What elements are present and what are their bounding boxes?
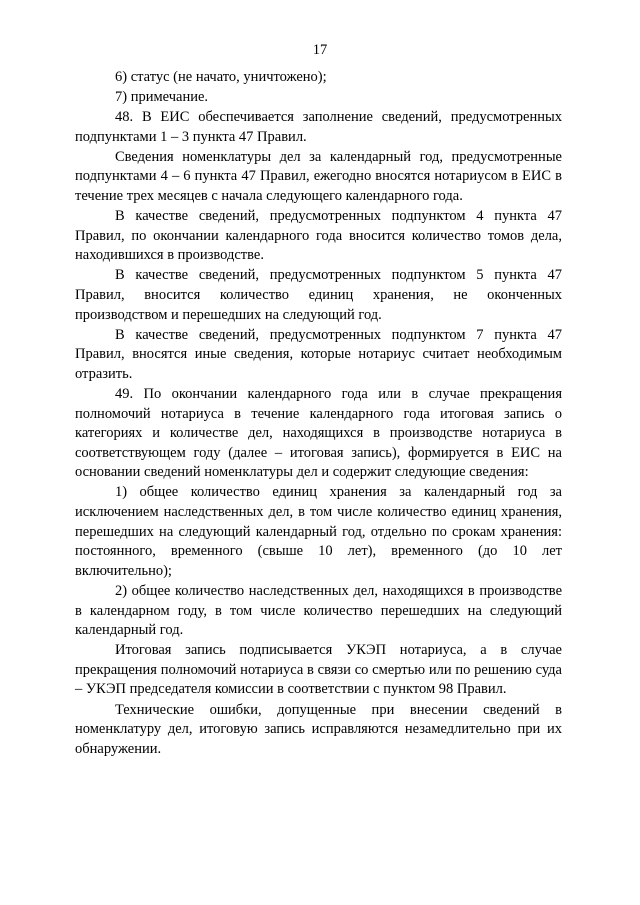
paragraph-49: 49. По окончании календарного года или в случае прекращения полномочий нотариуса в течение календарного года итоговая запись о категориях и количестве дел, находящихся в производстве нотариуса в соответствующем году (далее – итоговая запись), формируется в ЕИС на основании сведений номенклатуры дел и содержит следующие сведения: bbox=[75, 386, 566, 481]
paragraph-subpoint-4: В качестве сведений, предусмотренных подпунктом 4 пункта 47 Правил, по окончании календарного года вносится количество томов дела, находившихся в производстве. bbox=[75, 208, 566, 264]
paragraph-48: 48. В ЕИС обеспечивается заполнение сведений, предусмотренных подпунктами 1 – 3 пункта 47 Правил. bbox=[75, 109, 566, 145]
list-item-status: 6) статус (не начато, уничтожено); bbox=[115, 69, 327, 85]
list-item-note: 7) примечание. bbox=[115, 89, 209, 106]
paragraph-signature: Итоговая запись подписывается УКЭП нотариуса, а в случае прекращения полномочий нотариуса в связи со смертью или по решению суда – УКЭП председателя комиссии в соответствии с пунктом 98 Правил. bbox=[75, 642, 566, 698]
paragraph-49-item-1: 1) общее количество единиц хранения за календарный год за исключением наследственных дел, в том числе количество единиц хранения, перешедших на следующий календарный год, отдельно по срокам хранения: постоянного, временного (свыше 10 лет), временного (до 10 лет включительно); bbox=[75, 484, 566, 579]
paragraph-nomenclature-info: Сведения номенклатуры дел за календарный год, предусмотренные подпунктами 4 – 6 пункта 47 Правил, ежегодно вносятся нотариусом в ЕИС в течение трех месяцев с начала следующего календарного года. bbox=[75, 148, 566, 205]
paragraph-subpoint-7: В качестве сведений, предусмотренных подпунктом 7 пункта 47 Правил, вносятся иные сведения, которые нотариус считает необходимым отразить. bbox=[75, 326, 566, 382]
paragraph-subpoint-5: В качестве сведений, предусмотренных подпунктом 5 пункта 47 Правил, вносится количество единиц хранения, не оконченных производством и перешедших на следующий год. bbox=[75, 267, 566, 323]
document-body bbox=[75, 68, 566, 760]
page-number: 17 bbox=[312, 42, 328, 58]
paragraph-49-item-2: 2) общее количество наследственных дел, находящихся в производстве в календарном году, в том числе количество перешедших на следующий календарный год. bbox=[75, 582, 566, 639]
paragraph-technical-errors: Технические ошибки, допущенные при внесении сведений в номенклатуру дел, итоговую запись исправляются незамедлительно при их обнаружении. bbox=[75, 701, 566, 757]
